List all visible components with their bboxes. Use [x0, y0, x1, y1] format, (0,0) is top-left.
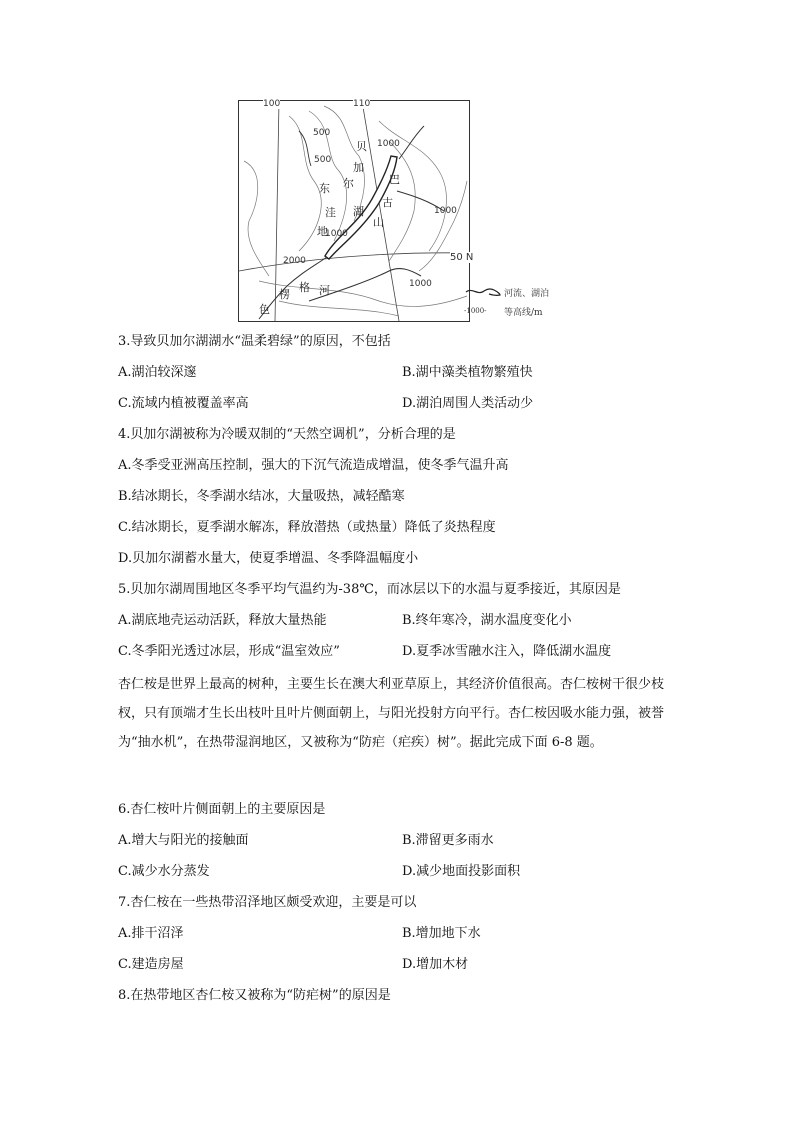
place-char: 色 [259, 303, 270, 316]
place-char: 洼 [325, 206, 336, 219]
question-5-option-b: B.终年寒冷，湖水温度变化小 [402, 613, 572, 628]
question-4-option-a: A.冬季受亚洲高压控制，强大的下沉气流造成增温，使冬季气温升高 [118, 458, 509, 473]
place-char: 湖 [353, 205, 364, 218]
map-figure [238, 100, 563, 325]
question-5-option-d: D.夏季冰雪融水注入，降低湖水温度 [402, 644, 612, 659]
question-3-option-b: B.湖中藻类植物繁殖快 [402, 365, 533, 380]
place-char: 地 [317, 225, 328, 238]
place-char: 贝 [356, 140, 367, 153]
question-7-option-a: A.排干沼泽 [118, 926, 184, 941]
place-char: 东 [319, 182, 330, 195]
question-3-option-d: D.湖泊周围人类活动少 [402, 396, 534, 411]
question-7-stem: 7.杏仁桉在一些热带沼泽地区颇受欢迎，主要是可以 [118, 895, 417, 910]
question-3-option-c: C.流域内植被覆盖率高 [118, 396, 249, 411]
question-7-option-d: D.增加木材 [402, 957, 469, 972]
question-7-option-c: C.建造房屋 [118, 957, 184, 972]
legend-contour-sample: -1000- [464, 307, 487, 315]
place-char: 山 [373, 216, 384, 229]
reading-passage: 杏仁桉是世界上最高的树种，主要生长在澳大利亚草原上，其经济价值很高。杏仁桉树干很少枝杈，只有顶端才生长出枝叶且叶片侧面朝上，与阳光投射方向平行。杏仁桉因吸水能力强，被誉为“抽水机”，在热带湿润地区，又被称为“防疟（疟疾）树”。据此完成下面 6-8 题。 [118, 677, 665, 750]
question-4-option-b: B.结冰期长，冬季湖水结冰，大量吸热，减轻酷寒 [118, 489, 405, 504]
legend-contour-label: 等高线/m [504, 308, 543, 318]
question-6-stem: 6.杏仁桉叶片侧面朝上的主要原因是 [118, 802, 326, 817]
place-char: 巴 [389, 173, 400, 186]
question-4-option-c: C.结冰期长，夏季湖水解冻，释放潜热（或热量）降低了炎热程度 [118, 520, 496, 535]
place-char: 楞 [279, 288, 290, 301]
question-5-option-a: A.湖底地壳运动活跃，释放大量热能 [118, 613, 327, 628]
contour-label: 500 [313, 128, 331, 138]
baikal-map [238, 100, 470, 322]
contour-label: 1000 [325, 229, 348, 239]
question-4-option-d: D.贝加尔湖蓄水量大，使夏季增温、冬季降温幅度小 [118, 551, 419, 566]
place-char: 河 [319, 284, 330, 297]
contour-label: 1000 [377, 139, 400, 149]
place-char: 古 [382, 196, 393, 209]
question-4-stem: 4.贝加尔湖被称为冷暖双制的“天然空调机”，分析合理的是 [118, 427, 456, 442]
legend-river-label: 河流、湖泊 [504, 289, 550, 299]
contour-label: 1000 [434, 206, 457, 216]
question-6-option-b: B.滞留更多雨水 [402, 833, 494, 848]
question-6-option-d: D.减少地面投影面积 [402, 864, 521, 879]
question-6-option-c: C.减少水分蒸发 [118, 864, 210, 879]
question-3-option-a: A.湖泊较深邃 [118, 365, 197, 380]
contour-label: 500 [314, 155, 332, 165]
place-char: 尔 [343, 177, 354, 190]
longitude-label-100: 100 [263, 99, 281, 109]
latitude-label-50n: 50 N [450, 252, 474, 263]
question-8-stem: 8.在热带地区杏仁桉又被称为“防疟树”的原因是 [118, 988, 391, 1003]
place-char: 加 [353, 161, 364, 174]
longitude-label-110: 110 [353, 99, 371, 109]
question-5-stem: 5.贝加尔湖周围地区冬季平均气温约为-38℃，而冰层以下的水温与夏季接近，其原因是 [118, 582, 621, 597]
contour-label: 2000 [283, 256, 306, 266]
question-7-option-b: B.增加地下水 [402, 926, 481, 941]
question-6-option-a: A.增大与阳光的接触面 [118, 833, 249, 848]
contour-label: 1000 [409, 279, 432, 289]
question-3-stem: 3.导致贝加尔湖湖水“温柔碧绿”的原因，不包括 [118, 334, 391, 349]
river-lake-legend-icon [464, 285, 502, 299]
question-5-option-c: C.冬季阳光透过冰层，形成“温室效应” [118, 644, 340, 659]
place-char: 格 [299, 281, 310, 294]
